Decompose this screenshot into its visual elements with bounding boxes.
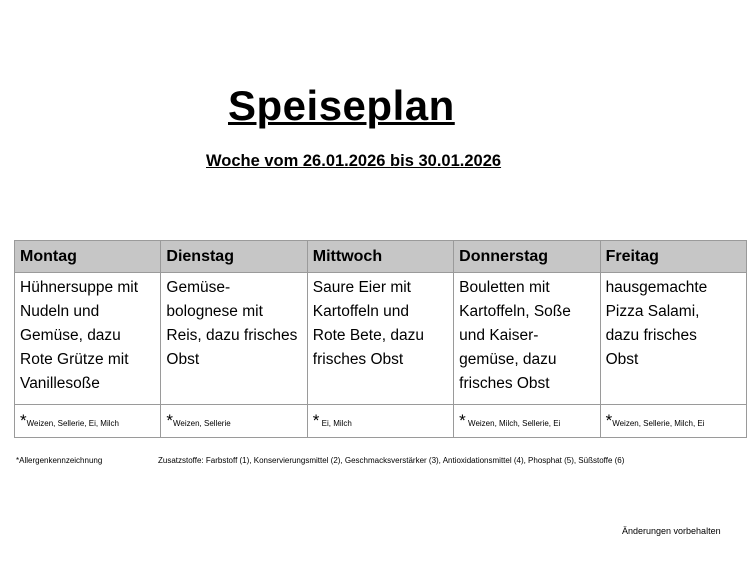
- allergen-cell: [15, 405, 161, 438]
- allergen-cell: [600, 405, 746, 438]
- meal-cell: Saure Eier mit Kartoffeln und Rote Bete, dazu frisches Obst: [307, 273, 453, 405]
- day-header: Donnerstag: [454, 241, 600, 273]
- allergen-cell: [161, 405, 307, 438]
- page-title: Speiseplan: [228, 82, 455, 129]
- day-header: Dienstag: [161, 241, 307, 273]
- asterisk: *: [605, 411, 613, 430]
- allergen-text: Weizen, Sellerie, Milch, Ei: [612, 419, 705, 428]
- asterisk: *: [312, 411, 320, 430]
- allergen-text: Weizen, Sellerie: [173, 419, 231, 428]
- meal-row: [15, 273, 747, 405]
- additives-note: Zusatzstoffe: Farbstoff (1), Konservierungsmittel (2), Geschmacksverstärker (3), Antioxidationsmittel (4), Phosphat (5), Süßstoffe (6): [158, 456, 625, 465]
- meal-cell: Bouletten mit Kartoffeln, Soße und Kaiser- gemüse, dazu frisches Obst: [454, 273, 600, 405]
- meal-cell: Gemüse- bolognese mit Reis, dazu frisches Obst: [161, 273, 307, 405]
- asterisk: *: [459, 411, 466, 430]
- allergen-note: *Allergenkennzeichnung: [16, 456, 103, 465]
- meal-cell: Hühnersuppe mit Nudeln und Gemüse, dazu Rote Grütze mit Vanillesoße: [15, 273, 161, 405]
- allergen-text: Weizen, Milch, Sellerie, Ei: [468, 419, 561, 428]
- day-header: Montag: [15, 241, 161, 273]
- disclaimer: Änderungen vorbehalten: [622, 526, 721, 536]
- allergen-cell: [454, 405, 600, 438]
- day-header: Freitag: [600, 241, 746, 273]
- allergen-cell: [307, 405, 453, 438]
- asterisk: *: [20, 411, 27, 430]
- asterisk: *: [166, 411, 174, 430]
- allergen-text: Weizen, Sellerie, Ei, Milch: [26, 419, 119, 428]
- meal-cell: hausgemachte Pizza Salami, dazu frisches Obst: [600, 273, 746, 405]
- week-subtitle: Woche vom 26.01.2026 bis 30.01.2026: [206, 152, 502, 170]
- day-header: Mittwoch: [307, 241, 453, 273]
- allergen-text: Ei, Milch: [321, 419, 352, 428]
- header-row: [15, 241, 747, 273]
- menu-table: [14, 240, 747, 438]
- allergen-row: [15, 405, 747, 438]
